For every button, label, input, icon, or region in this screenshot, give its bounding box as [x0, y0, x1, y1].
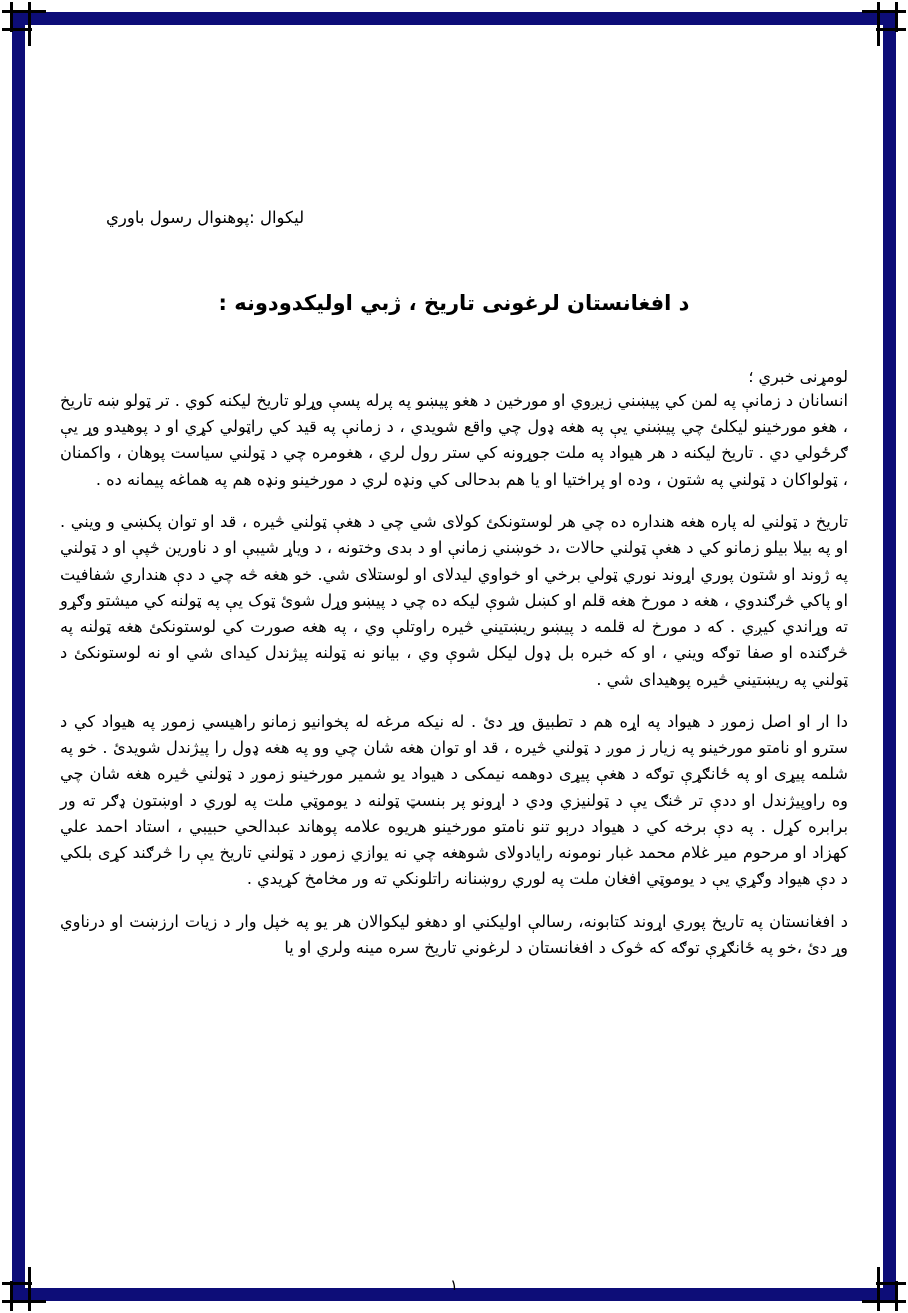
page-number: ١ — [449, 1278, 459, 1294]
author-byline: لیکوال :پوهنوال رسول باوري — [106, 208, 305, 227]
page-title: د افغانستان لرغونی تاریخ ، ژبي اولیکدودونه : — [218, 291, 690, 315]
body-paragraph: د افغانستان په تاریخ پوري اړوند کتابونه، رسالې اولیکني او دهغو لیکوالان هر یو په خپل وار د زیات ارزښت او درناوي وړ دئ ،خو په ځانګړې توګه که څوک د افغانستان د لرغوني تاریخ سره مینه ولري او یا — [60, 911, 848, 958]
section-heading-introduction: لومړنی خبري ؛ — [748, 367, 848, 386]
body-paragraph: انسانان د زمانې په لمن کي پیښني زیږوي او مورخین د هغو پیښو په پرله پسې وړلو تاریخ لیکنه کوي . تر ټولو ښه تاریخ ، هغو مورخینو لیکلئ چي پیښني یې په هغه ډول چي واقع شویدي ، د زمانې په قید کي راټولي کړي او د پوهیدو وړ یې ګرځولي دي . تاریخ لیکنه د هر هیواد په ملت جوړونه کي ستر رول لري ، هغومره چي د ټولني سیاست پوهان ، واکمنان ، ټولواکان د ټولني په شتون ، وده او پراختیا او یا هم بدحالی کي ونډه لري د مورخینو ونډه هم په هماغه پیمانه ده . — [60, 391, 848, 489]
body-paragraph: دا ار او اصل زموږ د هیواد په اړه هم د تطبیق وړ دئ . له نیکه مرغه له پخوانیو زمانو راهیسي زموږ په هیواد کي د سترو او نامتو مورخینو په زیار ز موږ د ټولني څیره ، قد او توان هغه شان چي وو په هغه ډول را پیژندل شویدئ . خو په شلمه پیړی او په ځانګړې توګه د هغې پیړی دوهمه نیمکی د هیواد یو شمیر مورخینو زموږ د ټولني څیره هغه شان چي وه راوپیژندل او ددې تر څنګ یې د ټولنیزي ودي د اړونو پر بنسټ ټولنه د یوموټي ملت په لوري د اوښتون ډګر ته ور برابره کړل . په دې برخه کي د هیواد درېو تنو نامتو مورخینو هریوه علامه پوهاند عبدالحي حبیبي ، استاد احمد علي کهزاد او مرحوم میر غلام محمد غبار نومونه رایادولای شوهغه چي نه یوازي زموږ د ټولني تاریخ یې را څرګند کړی بلکي د دې هیواد وګړي یې د یوموټي افغان ملت په لوري روښنانه راتلونکي ته ور مخامخ کړیدي . — [60, 711, 848, 889]
body-paragraph: تاریخ د ټولني له پاره هغه هنداره ده چي هر لوستونکئ کولای شي چي د هغې ټولني څیره ، قد او توان پکښي و ویني . او په بیلا بیلو زمانو کي د هغې ټولني حالات ،د خوښني زمانې او د بدی وختونه ، د ویاړ شیبې او د ناورین څپې او د ټولني په ژوند او شتون پوري اړوند نوري ټولي برخي او خواوي لیدلای او لوستلای شي. خو هغه څه چي د دې هنداري شفافیت او پاکي څرګندوي ، هغه د مورخ هغه قلم او کښل شوې لیکه ده چي د پیښو وړل شوئ ټوک یې په ټولنه کي میشتو وګړو ته وړاندي کیږي . که د مورخ له قلمه د پیښو ریښتیني څیره راوتلې وي ، په هغه صورت کي لوستونکئ هغه ټولنه په څرګنده او صفا توګه ویني ، او که خبره بل ډول لیکل شوې وي ، بیانو نه ټولنه پیژندل کیدای شي او نه لوستونکئ د ټولني په ریښتیني څیره پوهیدای شي . — [60, 512, 848, 689]
corner-ornament-top-right — [862, 2, 906, 46]
document-content — [58, 40, 850, 1273]
corner-ornament-top-left — [2, 2, 46, 46]
